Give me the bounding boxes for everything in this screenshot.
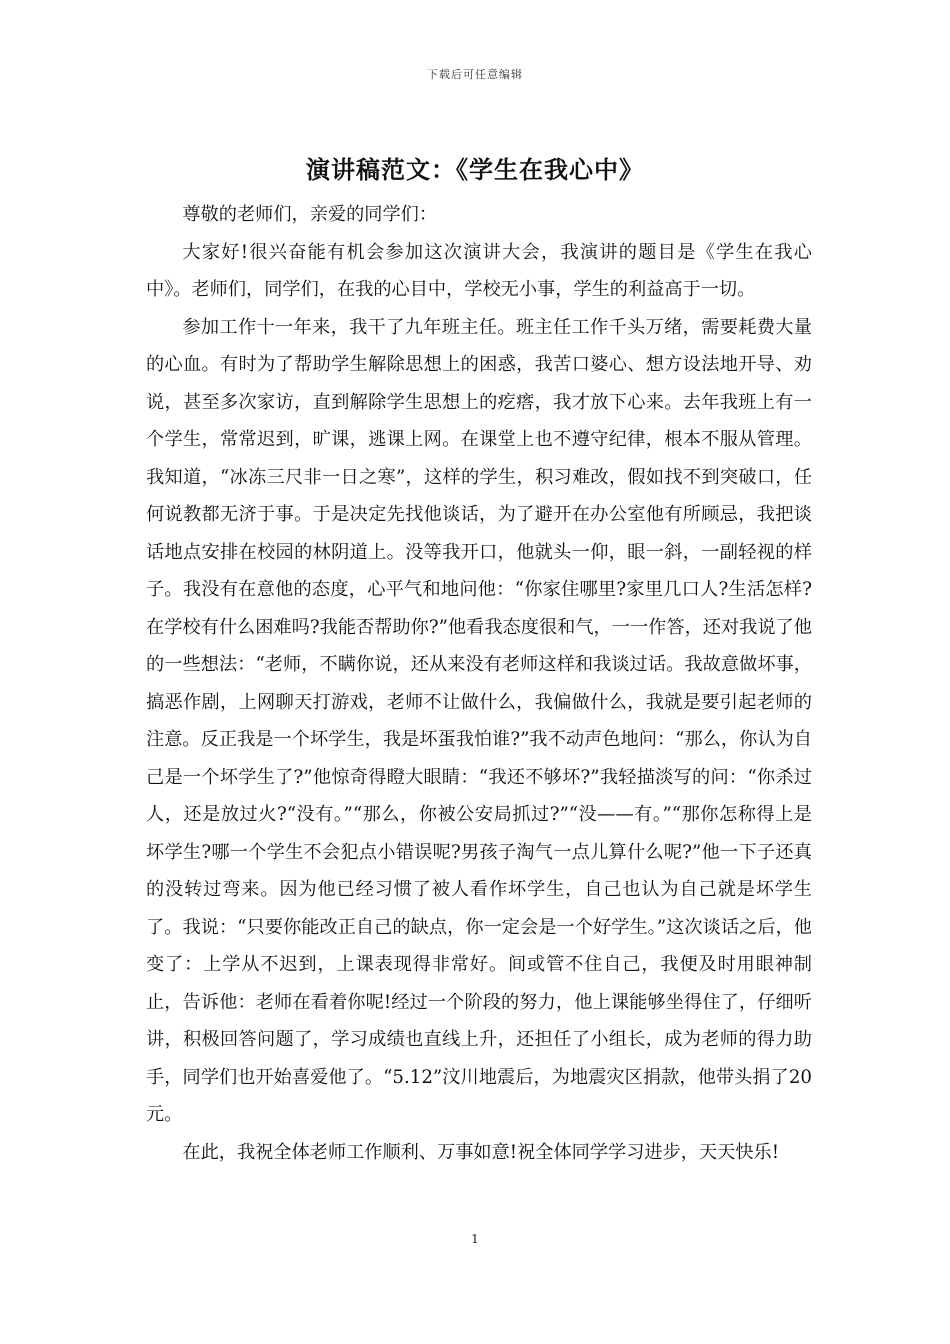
salutation-paragraph: 尊敬的老师们，亲爱的同学们： (182, 204, 438, 225)
page-header-note: 下载后可任意编辑 (427, 68, 523, 81)
document-title: 演讲稿范文：《学生在我心中》 (306, 155, 644, 184)
page-number: 1 (471, 1232, 479, 1246)
opening-paragraph: 大家好!很兴奋能有机会参加这次演讲大会，我演讲的题目是《学生在我心中》。老师们，同学们，在我的心目中，学校无小事，学生的利益高于一切。 (146, 241, 812, 300)
document-body (146, 196, 812, 1171)
story-paragraph: 参加工作十一年来，我干了九年班主任。班主任工作千头万绪，需要耗费大量的心血。有时为了帮助学生解除思想上的困惑，我苦口婆心、想方设法地开导、劝说，甚至多次家访，直到解除学生思想上的疙瘩，我才放下心来。去年我班上有一个学生，常常迟到，旷课，逃课上网。在课堂上也不遵守纪律，根本不服从管理。我知道，“冰冻三尺非一日之寒”，这样的学生，积习难改，假如找不到突破口，任何说教都无济于事。于是决定先找他谈话，为了避开在办公室他有所顾忌，我把谈话地点安排在校园的林阴道上。没等我开口，他就头一仰，眼一斜，一副轻视的样子。我没有在意他的态度，心平气和地问他：“你家住哪里?家里几口人?生活怎样?在学校有什么困难吗?我能否帮助你?”他看我态度很和气，一一作答，还对我说了他的一些想法：“老师，不瞒你说，还从来没有老师这样和我谈过话。我故意做坏事，搞恶作剧，上网聊天打游戏，老师不让做什么，我偏做什么，我就是要引起老师的注意。反正我是一个坏学生，我是坏蛋我怕谁?”我不动声色地问：“那么，你认为自己是一个坏学生了?”他惊奇得瞪大眼睛：“我还不够坏?”我轻描淡写的问：“你杀过人，还是放过火?“没有。”“那么，你被公安局抓过?”“没——有。”“那你怎称得上是坏学生?哪一个学生不会犯点小错误呢?男孩子淘气一点儿算什么呢?”他一下子还真的没转过弯来。因为他已经习惯了被人看作坏学生，自己也认为自己就是坏学生了。我说：“只要你能改正自己的缺点，你一定会是一个好学生。”这次谈话之后，他变了：上学从不迟到，上课表现得非常好。间或管不住自己，我便及时用眼神制止，告诉他：老师在看着你呢!经过一个阶段的努力，他上课能够坐得住了，仔细听讲，积极回答问题了，学习成绩也直线上升，还担任了小组长，成为老师的得力助手，同学们也开始喜爱他了。“5.12”汶川地震后，为地震灾区捐款，他带头捐了20元。 (146, 316, 812, 1125)
closing-paragraph: 在此，我祝全体老师工作顺利、万事如意!祝全体同学学习进步，天天快乐! (182, 1141, 780, 1163)
